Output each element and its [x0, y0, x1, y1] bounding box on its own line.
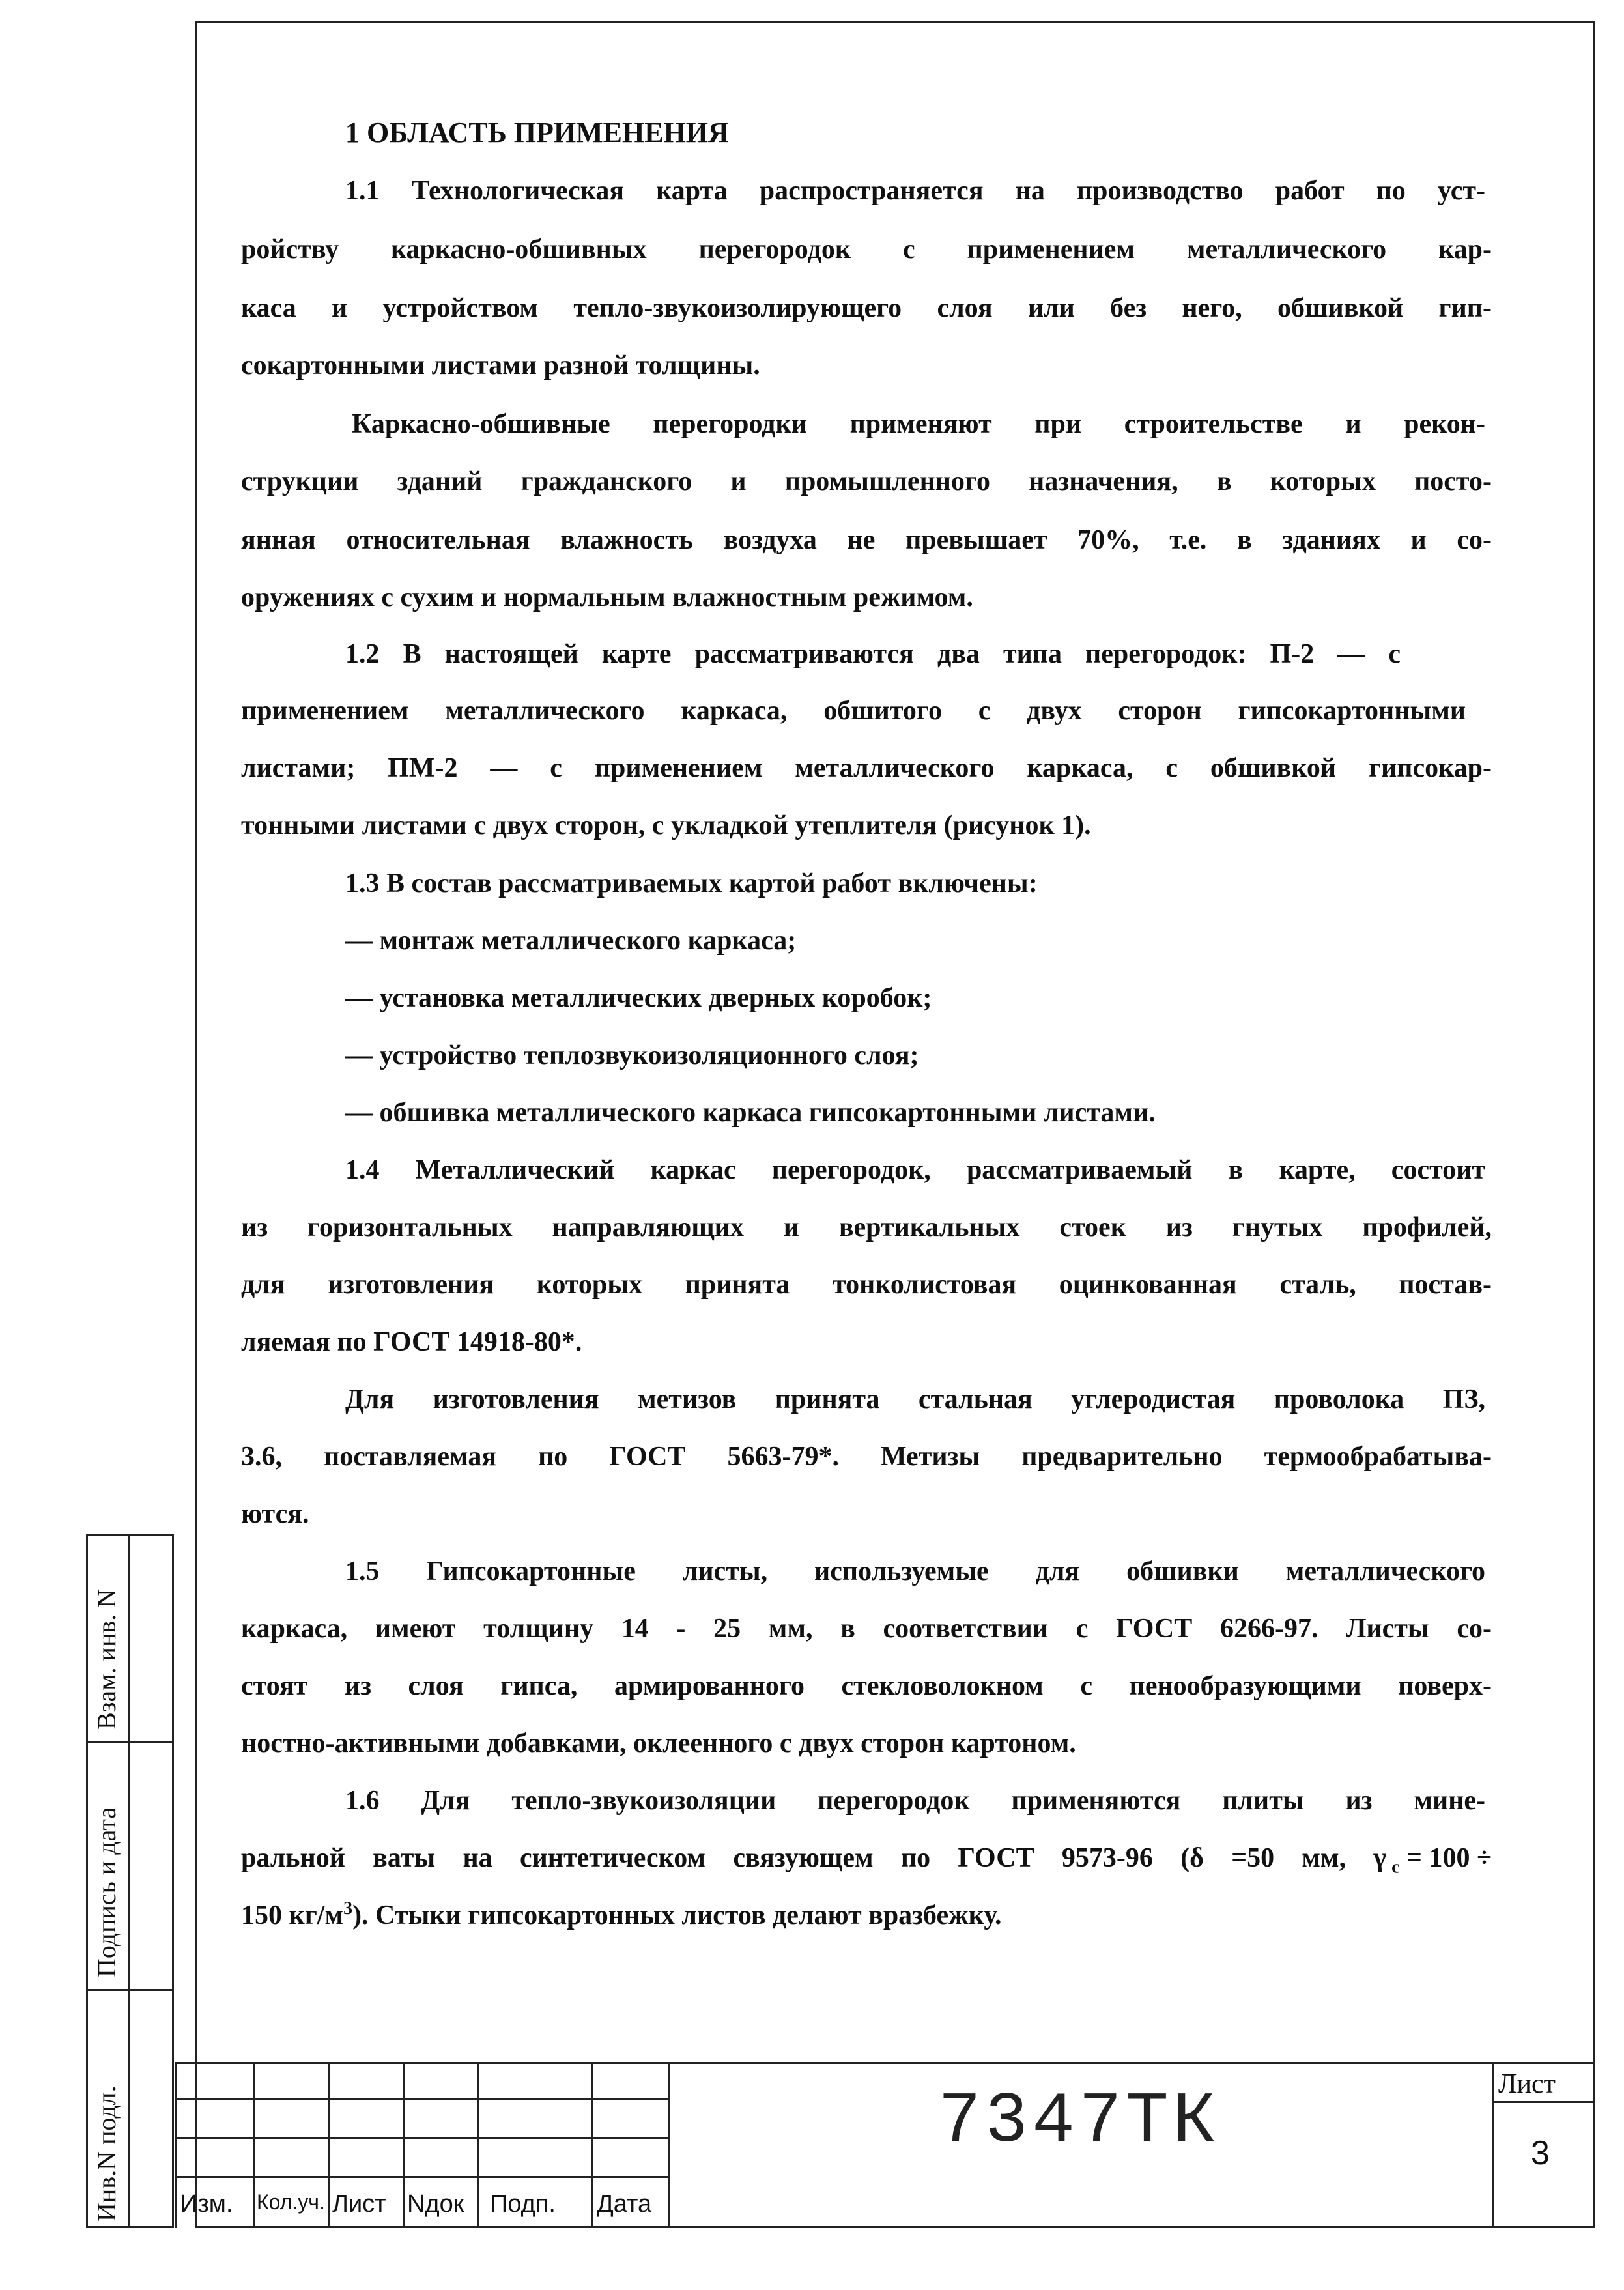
- side-label-podpis-data: Подпись и дата: [92, 1807, 121, 1977]
- p8-line1: 1.6 Для тепло-звукоизоляции перегородок применяются плиты из мине-: [345, 1786, 1485, 1816]
- p4-item4: — обшивка металлического каркаса гипсокартонными листами.: [345, 1098, 1156, 1128]
- p7-line4: ностно-активными добавками, оклеенного с двух сторон картоном.: [241, 1728, 1076, 1758]
- p8-line3: [241, 1898, 1002, 1930]
- tb-col-kol-uch: Кол.уч.: [257, 2190, 325, 2214]
- p7-line2: каркаса, имеют толщину 14 - 25 мм, в соответствии с ГОСТ 6266-97. Листы со-: [241, 1614, 1492, 1644]
- side-label-vzam-inv: Взам. инв. N: [92, 1588, 121, 1730]
- p5-line1: 1.4 Металлический каркас перегородок, рассматриваемый в карте, состоит: [345, 1155, 1485, 1185]
- p5-line4: ляемая по ГОСТ 14918-80*.: [241, 1327, 582, 1357]
- section-title: 1 ОБЛАСТЬ ПРИМЕНЕНИЯ: [345, 117, 729, 149]
- p2-line4: оружениях с сухим и нормальным влажностным режимом.: [241, 582, 973, 612]
- side-strip-rule-2: [88, 1989, 172, 1991]
- p6-line3: ются.: [241, 1499, 309, 1529]
- tb-col-izm: Изм.: [180, 2190, 233, 2218]
- p5-line3: для изготовления которых принята тонколистовая оцинкованная сталь, постав-: [241, 1270, 1492, 1300]
- sheet-label: Лист: [1498, 2069, 1556, 2099]
- p7-line3: стоят из слоя гипса, армированного стекловолокном с пенообразующими поверх-: [241, 1671, 1492, 1701]
- sheet-number: 3: [1531, 2134, 1550, 2172]
- tb-col-list: Лист: [332, 2190, 386, 2218]
- p3-line3: листами; ПМ-2 — с применением металлического каркаса, с обшивкой гипсокар-: [241, 753, 1492, 783]
- document-code: 7347ТК: [938, 2082, 1220, 2163]
- p2-line2: струкции зданий гражданского и промышленного назначения, в которых посто-: [241, 466, 1492, 496]
- p8-line2: [241, 1844, 1492, 1876]
- p6-line2: 3.6, поставляемая по ГОСТ 5663-79*. Метизы предварительно термообрабатыва-: [241, 1442, 1492, 1472]
- p3-line1: 1.2 В настоящей карте рассматриваются два типа перегородок: П-2 — с: [345, 639, 1401, 669]
- side-strip-rule-1: [88, 1741, 172, 1743]
- side-label-inv-podl: Инв.N подл.: [92, 2085, 121, 2222]
- p8-line3-tail: ). Стыки гипсокартонных листов делают вразбежку.: [352, 1900, 1002, 1930]
- p3-line4: тонными листами с двух сторон, с укладкой утеплителя (рисунок 1).: [241, 810, 1091, 840]
- gamma-subscript: c: [1391, 1857, 1400, 1878]
- p6-line1: Для изготовления метизов принята стальная углеродистая проволока ПЗ,: [345, 1384, 1485, 1414]
- p8-line2-text: ральной ваты на синтетическом связующем по ГОСТ 9573-96 (δ =50 мм, γ: [241, 1843, 1387, 1873]
- tb-col-data: Дата: [597, 2190, 652, 2218]
- p1-line4: сокартонными листами разной толщины.: [241, 351, 760, 380]
- p1-line3: каса и устройством тепло-звукоизолирующего слоя или без него, обшивкой гип-: [241, 293, 1492, 323]
- p4-item2: — установка металлических дверных коробок;: [345, 983, 932, 1013]
- p4-line1: 1.3 В состав рассматриваемых картой работ включены:: [345, 868, 1038, 898]
- p1-line1: 1.1 Технологическая карта распространяется на производство работ по уст-: [345, 176, 1485, 206]
- p1-line2: ройству каркасно-обшивных перегородок с применением металлического кар-: [241, 235, 1492, 265]
- p5-line2: из горизонтальных направляющих и вертикальных стоек из гнутых профилей,: [241, 1212, 1492, 1242]
- p7-line1: 1.5 Гипсокартонные листы, используемые для обшивки металлического: [345, 1556, 1485, 1586]
- p3-line2: применением металлического каркаса, обшитого с двух сторон гипсокартонными: [241, 696, 1466, 726]
- p2-line1: Каркасно-обшивные перегородки применяют при строительстве и рекон-: [352, 409, 1485, 439]
- cubic-superscript: 3: [343, 1898, 353, 1919]
- tb-col-podp: Подп.: [490, 2190, 556, 2218]
- p8-line2-end: [1391, 1844, 1492, 1876]
- p8-line3-start: 150 кг/м: [241, 1900, 344, 1930]
- p2-line3: янная относительная влажность воздуха не превышает 70%, т.е. в зданиях и со-: [241, 525, 1492, 555]
- p4-item3: — устройство теплозвукоизоляционного слоя;: [345, 1040, 919, 1070]
- p4-item1: — монтаж металлического каркаса;: [345, 926, 797, 956]
- p8-line2-tail: = 100 ÷: [1399, 1843, 1492, 1873]
- tb-col-ndok: Nдок: [407, 2190, 464, 2218]
